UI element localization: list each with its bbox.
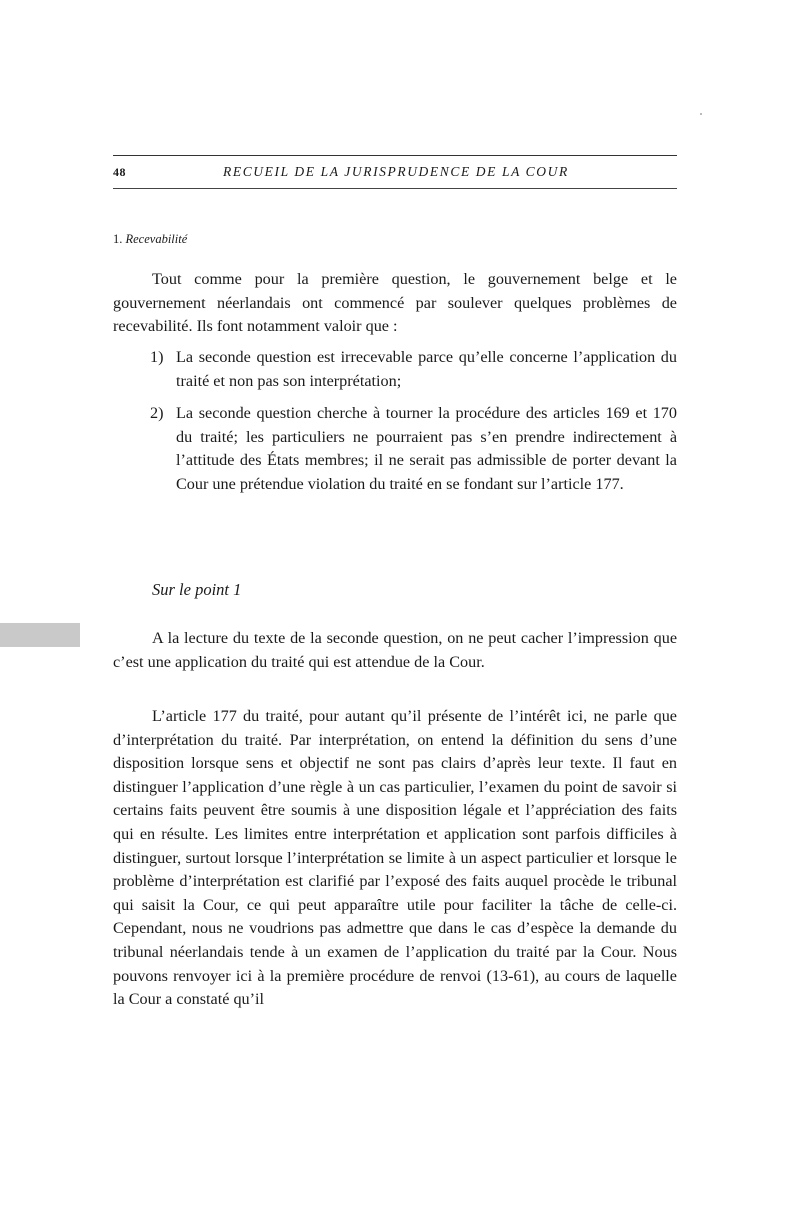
list-item-text: La seconde question est irrecevable parce qu’elle concerne l’application du traité et non pas son interprétation; <box>176 348 677 390</box>
paragraph-3: L’article 177 du traité, pour autant qu’il présente de l’intérêt ici, ne parle que d’interprétation du traité. Par interprétation, on entend la définition du sens d’une disposition lorsque sens et objectif ne sont pas clairs d’après leur texte. Il faut en distinguer l’application d’une règle à un cas particulier, l’examen du point de savoir si certains faits peuvent être soumis à une disposition légale et l’appréciation des faits qui en résulte. Les limites entre interprétation et application sont parfois difficiles à distinguer, surtout lorsque l’interprétation se limite à un aspect particulier et lorsque le problème d’interprétation est clarifié par l’exposé des faits auquel procède le tribunal qui saisit la Cour, ce qui peut apparaître utile pour faciliter la tâche de celle-ci. Cependant, nous ne voudrions pas admettre que dans le cas d’espèce la demande du tribunal néerlandais tende à un examen de l’application du traité par la Cour. Nous pouvons renvoyer ici à la première procédure de renvoi (13-61), au cours de laquelle la Cour a constaté qu’il <box>113 707 677 1009</box>
scan-speck <box>700 113 702 115</box>
subheading: Sur le point 1 <box>152 580 242 599</box>
section-heading <box>113 232 187 247</box>
list-item-2 <box>150 402 677 496</box>
header-rule-top <box>113 155 677 156</box>
paragraph-2: A la lecture du texte de la seconde question, on ne peut cacher l’impression que c’est une application du traité qui est attendue de la Cour. <box>113 629 677 671</box>
list-item-text: La seconde question cherche à tourner la procédure des articles 169 et 170 du traité; les particuliers ne pourraient pas s’en prendre indirectement à l’attitude des États membres; il ne serait pas admissible de porter devant la Cour une prétendue violation du traité en se fondant sur l’article 177. <box>176 404 677 493</box>
margin-tab <box>0 623 80 647</box>
header-rule-bottom <box>113 188 677 189</box>
section-title: Recevabilité <box>125 232 188 246</box>
running-title: RECUEIL DE LA JURISPRUDENCE DE LA COUR <box>223 164 569 179</box>
intro-paragraph: Tout comme pour la première question, le gouvernement belge et le gouvernement néerlandais ont commencé par soulever quelques problèmes de recevabilité. Ils font notamment valoir que : <box>113 270 677 336</box>
page-header <box>113 155 677 191</box>
page-number: 48 <box>113 165 126 179</box>
section-number: 1. <box>113 232 123 246</box>
list-item-1 <box>150 346 677 393</box>
list-item-number: 1) <box>150 348 164 366</box>
list-item-number: 2) <box>150 404 164 422</box>
